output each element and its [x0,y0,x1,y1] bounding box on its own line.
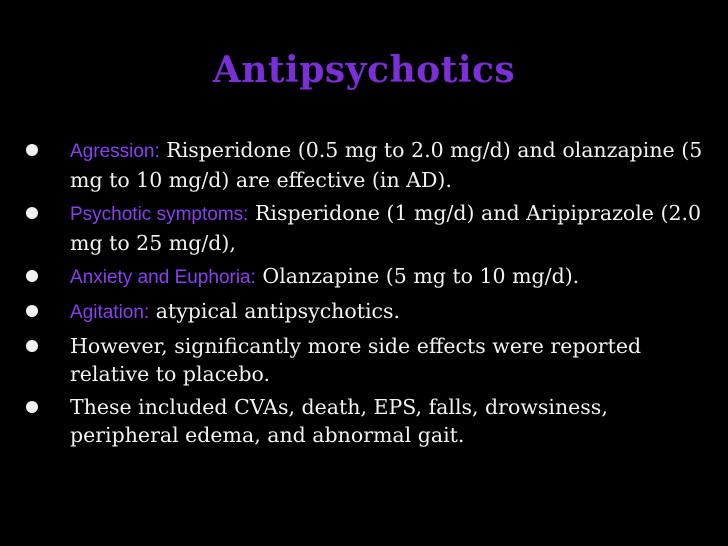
bullet-label: Anxiety and Euphoria: [70,267,256,288]
bullet-dot-icon [26,144,38,156]
bullet-dot-icon [26,340,38,352]
bullet-label: Agitation: [70,302,150,323]
bullet-text: Risperidone (1 mg/d) and Aripiprazole (2.0 mg to 25 mg/d), [70,201,702,255]
bullet-text: atypical antipsychotics. [149,299,401,323]
bullet-text: However, significantly more side effects were reported relative to placebo. [70,334,642,386]
bullet-item [22,136,712,194]
bullet-item [22,393,712,449]
slide-title: Antipsychotics [212,49,516,91]
bullet-label: Psychotic symptoms: [70,204,249,225]
bullet-dot-icon [26,401,38,413]
bullet-item [22,262,712,292]
bullet-list [22,136,712,454]
bullet-text: Olanzapine (5 mg to 10 mg/d). [255,264,580,288]
bullet-dot-icon [26,305,38,317]
bullet-text: These included CVAs, death, EPS, falls, drowsiness, peripheral edema, and abnormal gait. [70,395,608,447]
bullet-item [22,332,712,388]
bullet-item [22,297,712,327]
bullet-dot-icon [26,207,38,219]
bullet-label: Agression: [70,141,160,162]
bullet-text: Risperidone (0.5 mg to 2.0 mg/d) and olanzapine (5 mg to 10 mg/d) are effective (in AD). [70,138,703,192]
bullet-dot-icon [26,270,38,282]
bullet-item [22,199,712,257]
